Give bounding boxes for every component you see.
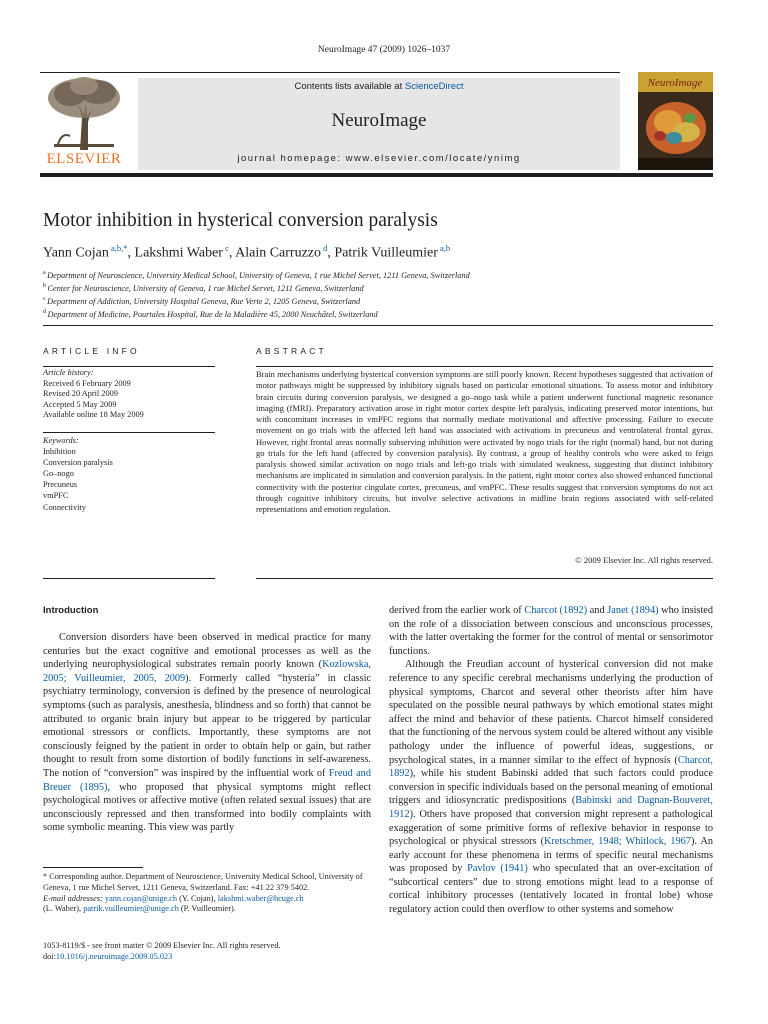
text-run: who insisted on the role of a dissociation between conscious and unconscious processes, with the latter overtaking the former for the control of mental or sensorimotor functions. [389, 605, 714, 657]
affiliation [43, 268, 470, 281]
affiliation [43, 281, 470, 294]
cover-title: NeuroImage [647, 77, 703, 89]
citation-link[interactable]: Freud and Breuer (1895) [43, 767, 371, 793]
cover-brain-image [638, 72, 713, 170]
keywords-label: Keywords: [43, 436, 79, 445]
citation-link[interactable]: Babinski and Dagnan-Bouveret, 1912 [389, 795, 713, 820]
abstract-copyright: © 2009 Elsevier Inc. All rights reserved. [575, 555, 713, 565]
divider [43, 366, 215, 367]
keyword: vmPFC [43, 491, 69, 501]
paragraph [389, 658, 713, 916]
citation-link[interactable]: Kretschmer, 1948; Whitlock, 1967 [544, 836, 691, 848]
corresponding-author-footnote [43, 872, 371, 915]
journal-homepage[interactable]: journal homepage: www.elsevier.com/locate/ynimg [237, 153, 521, 164]
doi-label: doi: [43, 952, 56, 962]
text-run: ), while his student Babinski added that such factors could produce conversion in specific individuals based on the personal meaning of emotional triggers and idiosyncratic predispositions ( [389, 768, 713, 807]
history-label: Article history: [43, 368, 94, 377]
author-name[interactable]: Alain Carruzzo [235, 245, 322, 261]
text-run: who speculated that an over-excitation of “subcortical centers” due to strong emotions might lead to a response of cortical inhibitory processes (tentatively located in frontal lobe) whose regulatory action could then overflow to other systems and somehow [389, 863, 713, 916]
author-separator: , [327, 245, 335, 261]
footnote-rule [43, 867, 143, 868]
body-column-right [389, 604, 713, 917]
keyword: Precuneus [43, 480, 78, 490]
elsevier-tree-icon [40, 74, 128, 152]
history-item: Revised 20 April 2009 [43, 389, 118, 399]
doi-link[interactable]: 10.1016/j.neuroimage.2009.05.023 [55, 952, 173, 962]
text-run: and [587, 605, 608, 616]
article-info-heading: ARTICLE INFO [43, 346, 140, 356]
keyword: Connectivity [43, 502, 86, 512]
publisher-name: ELSEVIER [46, 151, 122, 167]
text-run: Conversion disorders have been observed in medical practice for many centuries but the exact cognitive and emotional processes as well as the underlying neurophysiological substrates remain poorly known ( [43, 632, 371, 671]
text-run: ). Others have proposed that conversion might represent a pathological exaggeration of some primitive forms of reflexive behavior in response to psychological or physical stressors ( [389, 808, 713, 848]
divider [43, 578, 215, 579]
affiliation-mark: d [43, 309, 48, 316]
section-heading-introduction: Introduction [43, 605, 99, 616]
text-run: ). Formerly called “hysteria” in classic psychiatry terminology, conversion is defined by the presence of neurological symptoms (such as paralysis, anesthesia, blindness and so forth) that cannot be attributed to organic brain injury but appear to be triggered by particular emotional stressors or conflicts. Importantly, these symptoms are not consciously feigned by the patient in order to obtain help or gain, but rather thought to result from some distortion of bodily functions in self-awareness. The notion of “conversion” was inspired by the influential work of [43, 672, 371, 779]
author-list [43, 243, 450, 262]
history-item: Available online 18 May 2009 [43, 410, 144, 420]
divider [256, 578, 713, 579]
email-owner: (Y. Cojan), [177, 893, 218, 903]
divider [256, 366, 713, 367]
email-owner: (L. Waber), [43, 904, 84, 914]
history-item: Received 6 February 2009 [43, 378, 131, 388]
sciencedirect-link[interactable]: ScienceDirect [404, 81, 464, 92]
citation-link[interactable]: Janet (1894) [607, 605, 659, 616]
author-name[interactable]: Patrik Vuilleumier [334, 245, 438, 261]
doi-line [43, 951, 281, 962]
citation-link[interactable]: Kozlowska, 2005; Vuilleumier, 2005, 2009 [43, 659, 371, 684]
email-link[interactable]: patrik.vuilleumier@unige.ch [83, 904, 179, 914]
author-affiliation-mark[interactable]: d [321, 243, 328, 253]
author-separator: , [127, 245, 135, 261]
keyword: Conversion paralysis [43, 458, 113, 468]
author-name[interactable]: Yann Cojan [43, 245, 109, 261]
abstract-text: Brain mechanisms underlying hysterical conversion symptoms are still poorly known. Recent hypotheses suggested that activation of motor pathways might be suppressed by inhibitory signals based on particular emotional situations. To assess motor and inhibitory brain circuits during conversion paralysis, we designed a go–nogo task while a patient underwent functional magnetic resonance imaging (fMRI). Preparatory activation arose in right motor cortex despite left paralysis, indicating preserved motor intentions, but with concomitant increases in vmPFC regions that normally mediate motivational and affective processing. Failure to execute movement on go trials with the affected left hand was associated with activations in precuneus and ventrolateral frontal gyrus. However, right frontal areas normally subserving inhibition were activated by nogo trials for the right (normal) hand, but not during go trials for the left hand (affected by conversion paralysis). By contrast, a group of healthy controls who were asked to feign paralysis showed similar activation on nogo trials and left-go trials with simulated weakness, suggesting that distinct inhibitory mechanisms are implicated in simulation and conversion paralysis. In the patient, right motor cortex also showed enhanced functional connectivity with the posterior cingulate cortex, precuneus, and vmPFC. These results suggest that conversion symptoms do not act through cognitive inhibitory circuits, but involve selective activations in midline brain regions associated with self-related representations and emotion regulation. [256, 369, 713, 514]
email-link[interactable]: lakshmi.waber@hcuge.ch [217, 893, 304, 903]
journal-citation: NeuroImage 47 (2009) 1026–1037 [317, 45, 451, 55]
email-addresses [43, 894, 371, 916]
email-link[interactable]: yann.cojan@unige.ch [104, 893, 178, 903]
paragraph [43, 631, 371, 835]
text-run: ). An early account for these phenomena in terms of specific neural mechanisms was proposed by [389, 836, 714, 875]
affiliation-text: Department of Addiction, University Hospital Geneva, Rue Verte 2, 1205 Geneva, Switzerland [47, 296, 361, 306]
author-affiliation-mark[interactable]: a,b,* [108, 243, 128, 253]
email-owner: (P. Vuilleumier). [178, 904, 236, 914]
author-affiliation-mark[interactable]: c [222, 243, 229, 253]
header-top-rule [40, 72, 620, 73]
affiliation-mark: c [43, 296, 48, 303]
paragraph [389, 604, 713, 658]
body-column-left [43, 631, 371, 835]
author-affiliation-mark[interactable]: a,b [437, 243, 451, 253]
contents-prefix: Contents lists available at [294, 81, 405, 92]
divider [43, 432, 215, 433]
contents-availability [138, 81, 620, 92]
citation-link[interactable]: Pavlov (1941) [467, 863, 528, 875]
email-label: E-mail addresses: [43, 893, 105, 903]
article-title: Motor inhibition in hysterical conversion paralysis [43, 210, 438, 231]
affiliation-list [43, 268, 470, 320]
divider [43, 325, 713, 326]
affiliation [43, 307, 470, 320]
author-separator: , [228, 245, 236, 261]
text-run: Although the Freudian account of hysterical conversion did not make reference to any specific cerebral mechanisms underlying the production of physical symptoms, Charcot and several other theorists after him have speculated on the possible neural pathways by which emotional states might affect the mind and behavior of these patients. Charcot himself considered that the functioning of the nervous system could be altered without any visible pathology under the influence of powerful ideas, suggestions, or psychological states, in a manner similar to the effect of hypnosis ( [389, 659, 713, 766]
affiliation [43, 294, 470, 307]
affiliation-text: Department of Neuroscience, University Medical School, University of Geneva, 1 rue Michel Servet, 1211 Geneva, Switzerland [47, 270, 470, 280]
keyword: Go–nogo [43, 469, 74, 479]
front-matter-info [43, 940, 281, 962]
text-run: , who proposed that physical symptoms might reflect psychological motives or affective motive (often related sexual issues) that are unconsciously repressed and then transformed into bodily complaints with some symbolic meaning. This view was partly [43, 781, 371, 834]
citation-link[interactable]: Charcot (1892) [524, 605, 588, 616]
journal-cover[interactable] [638, 72, 713, 170]
affiliation-mark: a [43, 270, 48, 276]
header-bottom-rule [40, 173, 713, 177]
journal-name: NeuroImage [331, 110, 427, 131]
article-history [43, 368, 144, 421]
affiliation-text: Center for Neuroscience, University of Geneva, 1 rue Michel Servet, 1211 Geneva, Switzerland [47, 283, 364, 293]
author-name[interactable]: Lakshmi Waber [134, 245, 223, 261]
keyword: Inhibition [43, 447, 76, 457]
keyword-list [43, 435, 113, 513]
text-run: derived from the earlier work of [389, 605, 525, 616]
affiliation-mark: b [43, 283, 48, 290]
abstract-heading: ABSTRACT [256, 346, 327, 356]
corresponding-author-note: * Corresponding author. Department of Neuroscience, University Medical School, University of Geneva, 1 rue Michel Servet, 1211 Geneva, Switzerland. Fax: +41 22 379 5402. [43, 872, 363, 892]
citation-link[interactable]: Charcot, 1892 [389, 754, 713, 780]
issn-line: 1053-8119/$ - see front matter © 2009 Elsevier Inc. All rights reserved. [43, 941, 281, 950]
history-item: Accepted 5 May 2009 [43, 399, 117, 409]
affiliation-text: Department of Medicine, Pourtales Hospital, Rue de la Maladière 45, 2000 Neuchâtel, Switzerland [47, 309, 378, 319]
